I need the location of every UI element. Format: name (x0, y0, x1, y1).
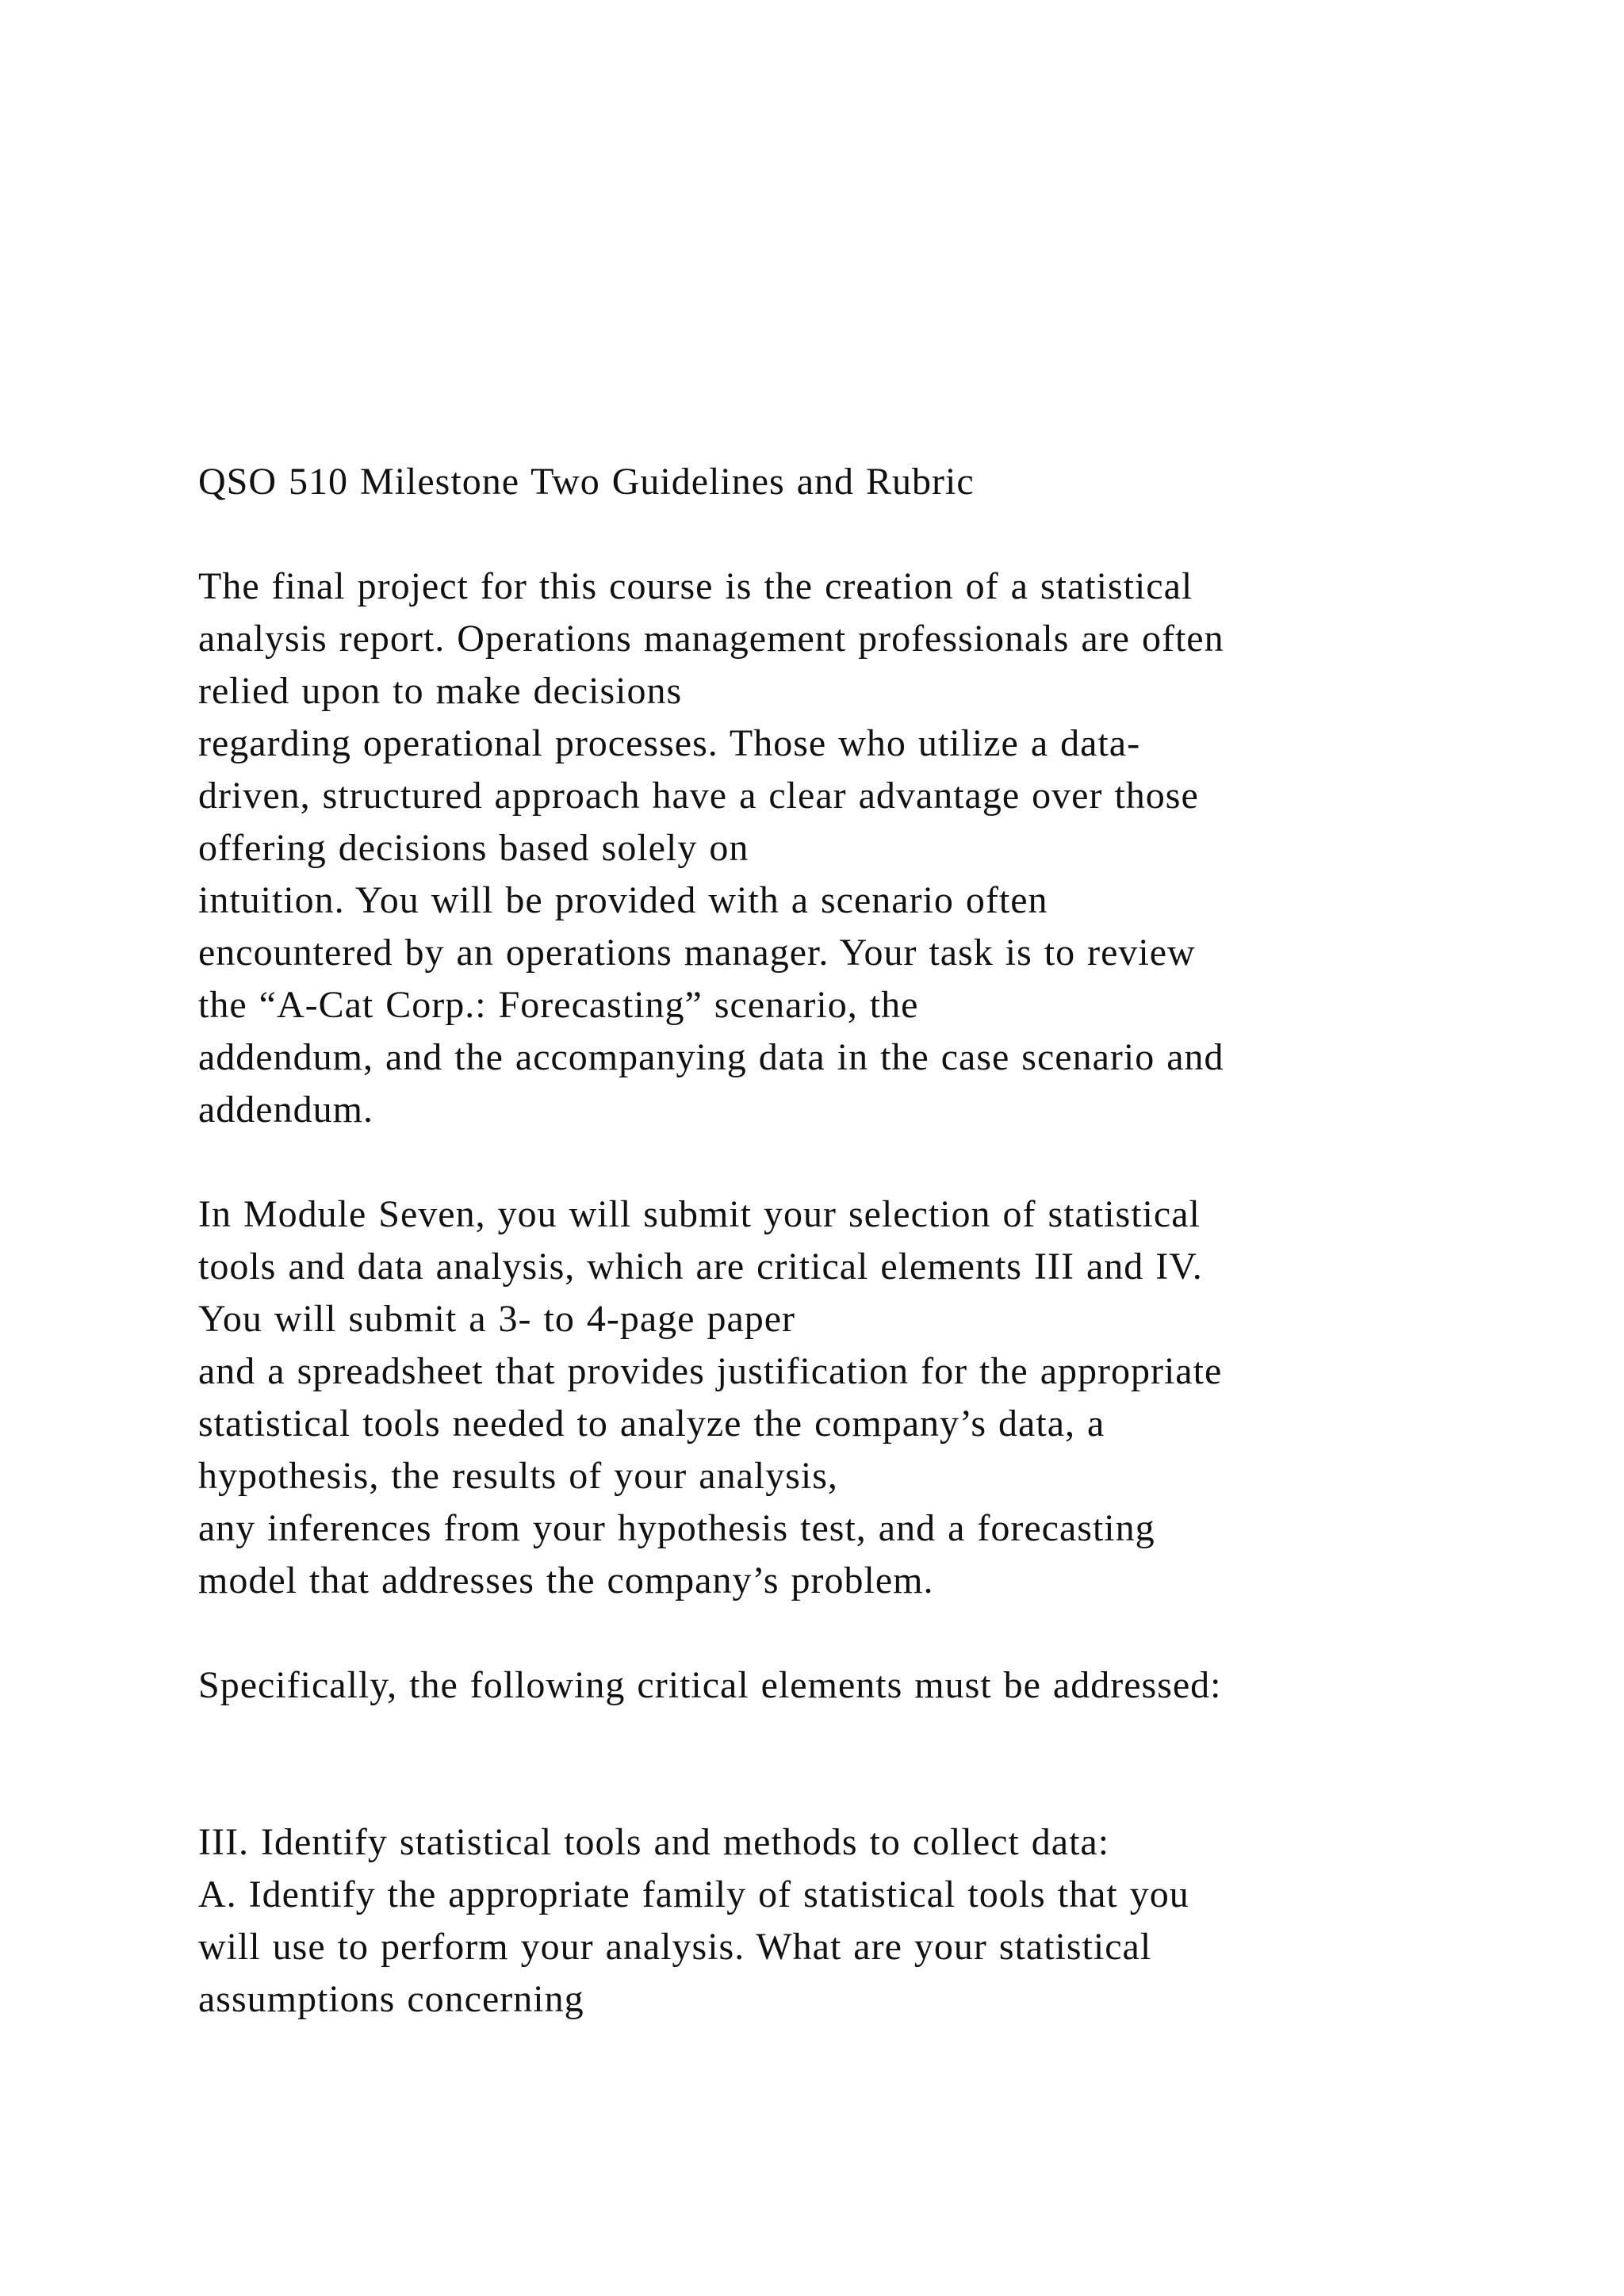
section-iii (198, 1816, 1499, 2026)
text-line: any inferences from your hypothesis test, and a forecasting (198, 1507, 1155, 1549)
text-line: will use to perform your analysis. What are your statistical (198, 1926, 1152, 1968)
text-line: assumptions concerning (198, 1978, 584, 2020)
section-heading: III. Identify statistical tools and methods to collect data: (198, 1821, 1110, 1863)
paragraph-intro (198, 561, 1499, 1136)
text-line: tools and data analysis, which are critical elements III and IV. (198, 1246, 1203, 1288)
text-line: intuition. You will be provided with a scenario often (198, 879, 1048, 921)
text-line: analysis report. Operations management professionals are often (198, 618, 1224, 660)
text-line: and a spreadsheet that provides justification for the appropriate (198, 1350, 1223, 1392)
text-line: relied upon to make decisions (198, 670, 683, 712)
text-line: The final project for this course is the creation of a statistical (198, 565, 1193, 607)
text-line: encountered by an operations manager. Your task is to review (198, 932, 1196, 974)
text-line: model that addresses the company’s problem. (198, 1559, 934, 1601)
text-line: You will submit a 3- to 4-page paper (198, 1298, 796, 1340)
paragraph-critical-elements: Specifically, the following critical elements must be addressed: (198, 1664, 1222, 1706)
document-title: QSO 510 Milestone Two Guidelines and Rubric (198, 461, 975, 503)
text-line: regarding operational processes. Those who utilize a data- (198, 722, 1141, 764)
text-line: addendum. (198, 1089, 373, 1131)
text-line: driven, structured approach have a clear advantage over those (198, 775, 1199, 817)
text-line: offering decisions based solely on (198, 827, 749, 869)
text-line: hypothesis, the results of your analysis, (198, 1455, 838, 1497)
paragraph-module-seven (198, 1188, 1499, 1607)
text-line: addendum, and the accompanying data in the case scenario and (198, 1036, 1224, 1078)
text-line: the “A-Cat Corp.: Forecasting” scenario, the (198, 984, 919, 1026)
text-line: statistical tools needed to analyze the company’s data, a (198, 1402, 1105, 1445)
text-line: A. Identify the appropriate family of statistical tools that you (198, 1873, 1189, 1915)
document-body (198, 456, 1499, 2026)
text-line: In Module Seven, you will submit your selection of statistical (198, 1193, 1201, 1235)
